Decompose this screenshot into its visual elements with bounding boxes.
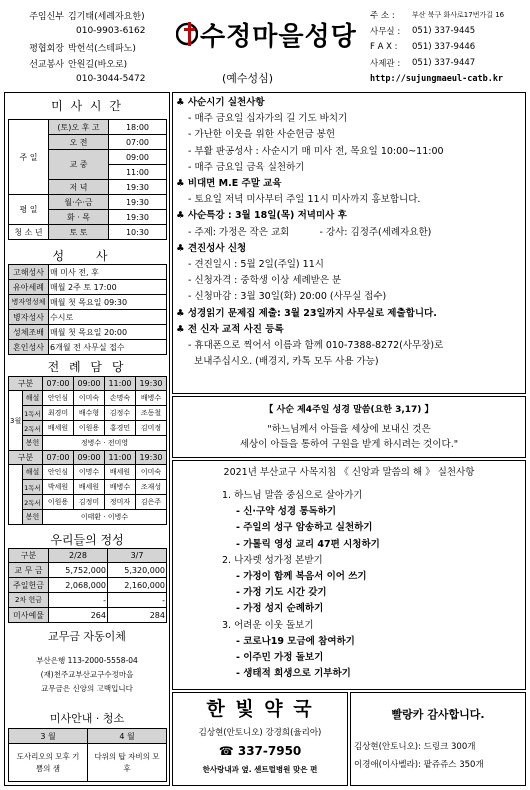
pastoral-item: - 가톨릭 영성 교리 47편 시청하기: [236, 538, 380, 550]
pastoral-heading: 3. 어려운 이웃 돌보기: [222, 619, 314, 631]
table-row: 교 중 09:00: [9, 150, 167, 165]
table-row: 저 녁 19:30: [9, 180, 167, 195]
pharmacy-phone-row: [172, 744, 348, 758]
pastoral-item: - 가정 기도 시간 갖기: [236, 587, 327, 599]
staff-row: 선교봉사 안원길(바오로): [29, 59, 128, 70]
table-row: 2차 헌금 - -: [9, 593, 167, 608]
pastoral-item: - 주일의 성구 암송하고 실천하기: [236, 522, 373, 534]
notice-item: - 주제: 가정은 작은 교회 - 강사: 김정주(세례자요한): [188, 226, 432, 238]
table-row: 오 전 07:00: [9, 135, 167, 150]
pastoral-item: - 이주민 가정 돌보기: [236, 652, 324, 664]
pastoral-item: - 가정 성지 순례하기: [236, 603, 324, 615]
cleaning-section: [4, 706, 170, 726]
table-row: 병자성사 수시로: [9, 310, 167, 325]
notice-item: - 신청마감 : 3월 30일(화) 20:00 (사무실 접수): [188, 291, 387, 303]
pastoral-item: - 가정이 함께 복음서 이어 쓰기: [236, 571, 367, 583]
cleaning-table: [8, 728, 167, 782]
notice-heading: ♣ 비대면 M.E 주말 교육: [176, 178, 282, 190]
table-row: 혼인성사 6개월 전 사무실 접수: [9, 340, 167, 355]
pastoral-item: - 코로나19 모금에 참여하기: [236, 635, 355, 647]
contact-row: 주 소 : 부산 북구 화사로17번가길 16: [370, 11, 505, 21]
phone-icon: ☎: [218, 744, 234, 758]
pastoral-item: - 신·구약 성경 통독하기: [236, 506, 337, 518]
notice-item: - 매주 금요일 십자가의 길 기도 바치기: [188, 113, 348, 125]
notice-heading: ♣ 사순특강 : 3월 18일(목) 저녁미사 후: [176, 210, 347, 222]
church-subtitle: (예수성심): [222, 72, 274, 85]
table-row: 성체조배 매월 첫 목요일 20:00: [9, 325, 167, 340]
table-row: 2독서 이원용 김정미 정미자 김은주: [9, 495, 167, 510]
thanks-item: 김상현(안토니오): 드링크 300개: [354, 742, 476, 752]
table-row: 해설 안인심 이명수 배세원 이미숙: [9, 465, 167, 480]
website-link[interactable]: http://sujungmaeul-catb.kr: [370, 74, 504, 84]
header: [4, 4, 526, 90]
table-row: 청 소 년 토 토 10:30: [9, 225, 167, 240]
contact-list: [370, 7, 526, 71]
table-row: 교 무 금 5,752,000 5,320,000: [9, 563, 167, 578]
pharmacy-address: 한사랑내과 옆. 센트럴병원 맞은 편: [202, 765, 318, 774]
mass-table: [8, 119, 167, 240]
pharmacy-name: 한 빛 약 국: [206, 698, 314, 720]
duty-table: [8, 376, 167, 525]
offering-table: [8, 548, 167, 623]
sacraments-table: [8, 264, 167, 355]
pastoral-list: [222, 488, 512, 682]
table-row: 봉헌 정병수 · 전미영: [9, 436, 167, 451]
notice-heading: ♣ 견진성사 신청: [176, 242, 247, 254]
church-name: 수정마을성당: [200, 22, 357, 52]
church-logo: [176, 20, 198, 48]
table-header: 구분 2/28 3/7: [9, 549, 167, 563]
contact-row: 사제관 : 051) 337-9447: [370, 58, 476, 69]
staff-row: 평협회장 박헌석(스테파노): [29, 43, 136, 54]
duty-title: 전 례 담 당: [47, 360, 127, 374]
offering-title: 우리들의 정성: [50, 533, 124, 547]
table-row: 3월 해설 안인심 이미숙 손명숙 배병수: [9, 391, 167, 406]
notice-heading: ♣ 성경읽기 문제집 제출: 3월 23일까지 사무실로 제출합니다.: [176, 307, 437, 319]
table-row: 1독서 박세원 배세원 배병수 조재성: [9, 480, 167, 495]
verse-title: 【 사순 제4주일 성경 말씀(요한 3,17) 】: [264, 405, 434, 415]
cross-logo-icon: [176, 20, 198, 48]
table-row: 평 일 월·수·금 19:30: [9, 195, 167, 210]
verse-body: "하느님께서 아들을 세상에 보내신 것은 세상이 아들을 통하여 구원을 받게 하시려는 것이다.": [239, 424, 459, 450]
table-row: 봉헌 이태환 · 이병수: [9, 510, 167, 525]
notice-item: - 토요일 저녁 미사부터 주일 11시 미사까지 홍보합니다.: [188, 194, 421, 206]
offering-section: [4, 528, 170, 548]
contact-row: 사무실 : 051) 337-9445: [370, 26, 476, 37]
notice-item: - 부활 판공성사 : 사순시기 매 미사 전, 목요일 10:00~11:00: [188, 145, 444, 157]
table-row: 고해성사 매 미사 전, 후: [9, 265, 167, 280]
table-row: 11:00: [9, 165, 167, 180]
notice-item: - 매주 금요일 금육 실천하기: [188, 161, 305, 173]
pharmacy-phone: 337-7950: [237, 744, 302, 758]
table-header: 구분 07:00 09:00 11:00 19:30: [9, 377, 167, 391]
staff-row: 주임신부 김기태(세례자요한): [29, 11, 145, 22]
pastoral-item: - 생태적 희생으로 기부하기: [236, 668, 351, 680]
table-row: 주일헌금 2,068,000 2,160,000: [9, 578, 167, 593]
cleaning-title: 미사안내 · 청소: [49, 712, 125, 725]
notice-item: - 견진일시 : 5월 2일(주일) 11시: [188, 259, 324, 271]
notice-heading: ♣ 사순시기 실천사항: [176, 97, 265, 108]
table-row: 주 일 (토)오 후 고 18:00: [9, 120, 167, 135]
autopay-section: [8, 626, 166, 706]
table-header: 3 월 4 월: [9, 729, 167, 744]
table-row: 유아세례 매월 2주 토 17:00: [9, 280, 167, 295]
notice-item: - 신청자격 : 중학생 이상 세례받은 분: [188, 275, 342, 287]
sacraments-section: [4, 244, 170, 264]
pastoral-heading: 2. 나자렛 성가정 본받기: [222, 554, 323, 566]
staff-row: 010-3044-5472: [76, 74, 146, 84]
table-row: 2독서 배세원 이원용 홍경민 김미정: [9, 421, 167, 436]
table-row: 화 · 목 19:30: [9, 210, 167, 225]
pastoral-heading: 1. 하느님 말씀 중심으로 살아가기: [222, 490, 363, 501]
notices-list: [176, 95, 522, 370]
thanks-list: [354, 738, 524, 774]
autopay-title: 교무금 자동이체: [48, 630, 126, 643]
contact-row: F A X : 051) 337-9446: [370, 42, 476, 52]
thanks-item: 이경애(이사벨라): 팥쥬쥬스 350개: [354, 760, 484, 770]
table-row: 병자영성체 매월 첫 목요일 09:30: [9, 295, 167, 310]
staff-row: 010-9903-6162: [76, 26, 146, 36]
table-row: 1독서 최경미 배수형 김정수 조동철: [9, 406, 167, 421]
table-row: 도사리오의 모후 기쁨의 샘 다위의 탑 자비의 모후: [9, 744, 167, 782]
notice-item: 보내주십시오. (배경지, 카톡 모두 사용 가능): [188, 356, 379, 368]
pharmacy-owners: 김상현(안토니오) 강경희(율리아): [198, 728, 322, 738]
thanks-title: 빨랑카 감사합니다.: [391, 708, 485, 721]
pastoral-title: 2021년 부산교구 사목지침 《 신앙과 말씀의 해 》 실천사항: [223, 467, 475, 478]
autopay-info: 부산은행 113-2000-5558-04 (재)천주교부산교구수정마을 교무금은 신앙의 고백입니다: [36, 656, 138, 693]
mass-title: 미 사 시 간: [51, 99, 123, 113]
staff-list: [4, 7, 170, 87]
notice-heading: ♣ 전 신자 교적 사진 등록: [176, 323, 284, 335]
table-header: 구분 07:00 09:00 11:00 19:30: [9, 451, 167, 465]
table-row: 미사예물 264 284: [9, 608, 167, 623]
sacraments-title: 성 사: [52, 249, 122, 263]
duty-section: [4, 356, 170, 376]
notice-item: - 휴대폰으로 찍어서 이름과 함께 010-7388-8272(사무장)로: [188, 340, 444, 352]
notice-item: - 가난한 이웃을 위한 사순헌금 봉헌: [188, 129, 336, 141]
